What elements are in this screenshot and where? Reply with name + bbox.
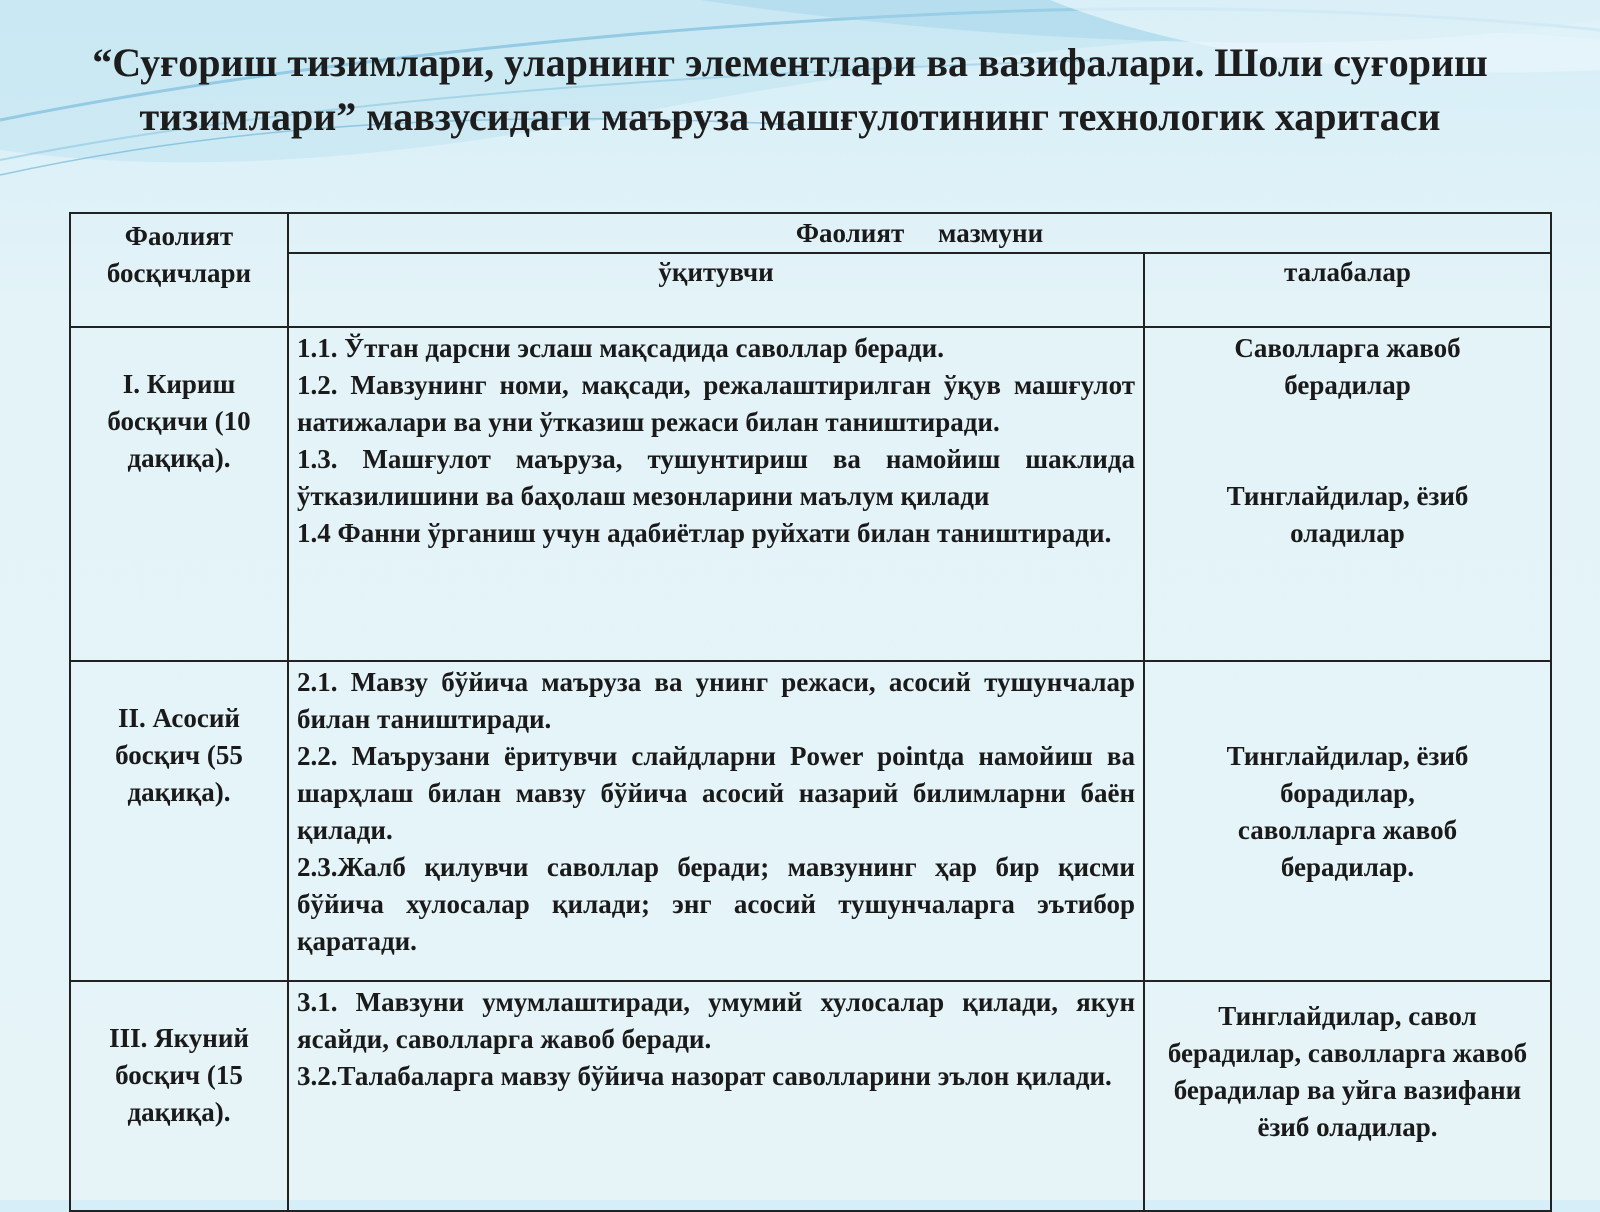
student-activities-cell: [1144, 327, 1551, 661]
teacher-activity: 3.2.Талабаларга мавзу бўйича назорат саволларини эълон қилади.: [297, 1061, 1112, 1091]
table-header-row: [70, 213, 1551, 253]
teacher-activity: 2.1. Мавзу бўйича маъруза ва унинг режаси, асосий тушунчалар билан таништиради.: [297, 667, 1135, 734]
technology-map-table: [69, 212, 1552, 1212]
teacher-activity: 3.1. Мавзуни умумлаштиради, умумий хулосалар қилади, якун ясайди, саволларга жавоб беради.: [297, 987, 1135, 1054]
teacher-activity: 1.4 Фанни ўрганиш учун адабиётлар руйхати билан таништиради.: [297, 518, 1112, 548]
teacher-activity: 1.3. Машғулот маъруза, тушунтириш ва намойиш шаклида ўтказилишини ва баҳолаш мезонларини маълум қилади: [297, 444, 1135, 511]
teacher-activities-cell: [288, 981, 1144, 1211]
header-teacher: ўқитувчи: [288, 253, 1144, 327]
teacher-activity: 2.3.Жалб қилувчи саволлар беради; мавзунинг ҳар бир қисми бўйича хулосалар қилади; энг асосий тушунчаларга эътибор қаратади.: [297, 852, 1135, 956]
table-row: [70, 661, 1551, 981]
cell-spacer: [1205, 404, 1490, 478]
teacher-activity: 2.2. Маърузани ёритувчи слайдларни Power pointда намойиш ва шарҳлаш билан мавзу бўйича асосий назарий билимларни баён қилади.: [297, 741, 1135, 845]
student-activity: Тинглайдилар, савол берадилар, саволларга жавоб берадилар ва уйга вазифани ёзиб оладилар.: [1167, 1001, 1528, 1142]
student-activity: Саволларга жавоб берадилар: [1234, 333, 1461, 400]
teacher-activities-cell: [288, 327, 1144, 661]
stage-cell: II. Асосий босқич (55 дақиқа).: [70, 661, 288, 981]
table-row: [70, 327, 1551, 661]
student-activities-cell: [1144, 981, 1551, 1211]
teacher-activity: 1.1. Ўтган дарсни эслаш мақсадида саволлар беради.: [297, 333, 944, 363]
table-row: [70, 981, 1551, 1211]
stage-cell: III. Якуний босқич (15 дақиқа).: [70, 981, 288, 1211]
student-activity: Тинглайдилар, ёзиб борадилар, саволларга жавоб берадилар.: [1226, 741, 1469, 882]
stage-cell: I. Кириш босқичи (10 дақиқа).: [70, 327, 288, 661]
student-activities-cell: [1144, 661, 1551, 981]
header-activity-content: [288, 213, 1551, 253]
header-activity-content-label: Фаолият мазмуни: [795, 217, 1044, 248]
teacher-activities-cell: [288, 661, 1144, 981]
student-activity: Тинглайдилар, ёзиб оладилар: [1226, 481, 1469, 548]
table-subheader-row: [70, 253, 1551, 327]
teacher-activity: 1.2. Мавзунинг номи, мақсади, режалаштирилган ўқув машғулот натижалари ва уни ўтказиш режаси билан таништиради.: [297, 370, 1135, 437]
header-students: талабалар: [1144, 253, 1551, 327]
header-activity-stages: Фаолият босқичлари: [70, 213, 288, 327]
slide-title: “Суғориш тизимлари, уларнинг элементлари ва вазифалари. Шоли суғориш тизимлари” мавзусидаги маъруза машғулотининг технологик харитаси: [92, 40, 1488, 139]
